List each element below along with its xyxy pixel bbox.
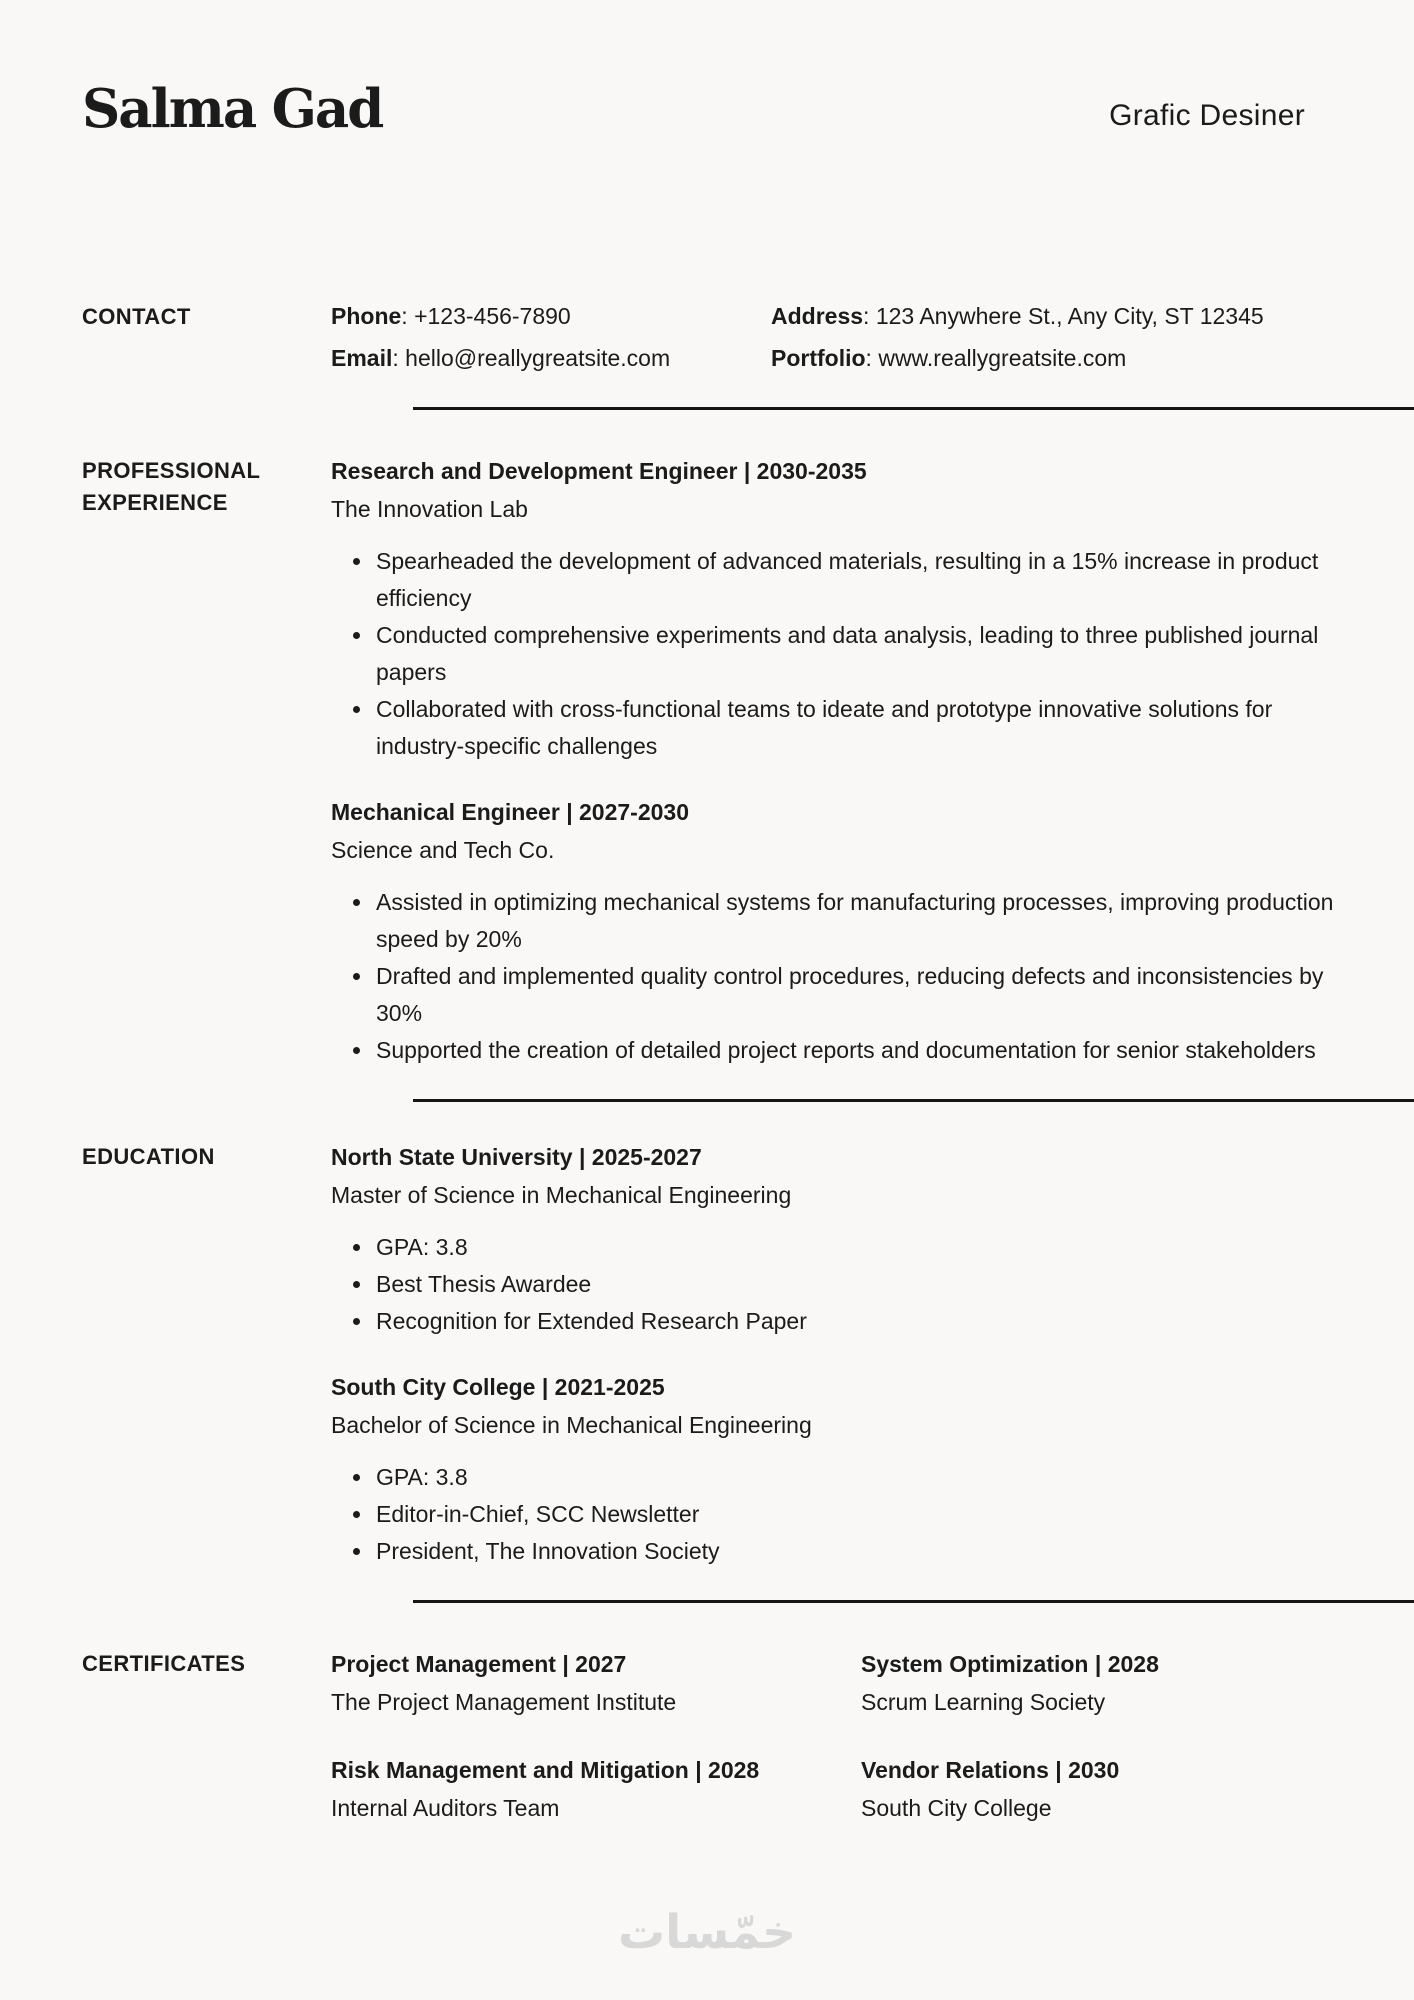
experience-entry [331, 793, 1414, 1069]
certificate-issuer: South City College [861, 1795, 1052, 1822]
certificate-item [861, 1645, 1414, 1721]
school-bullet: • Editor-in-Chief, SCC Newsletter [374, 1496, 1336, 1533]
separator: : [392, 345, 406, 372]
person-name: Salma Gad [82, 78, 383, 140]
job-bullet: • Conducted comprehensive experiments and data analysis, leading to three published journal papers [374, 617, 1336, 691]
separator: : [865, 345, 879, 372]
job-bullet: • Drafted and implemented quality control procedures, reducing defects and inconsistencies by 30% [374, 958, 1336, 1032]
job-bullet: • Assisted in optimizing mechanical systems for manufacturing processes, improving production speed by 20% [374, 884, 1336, 958]
job-title: Mechanical Engineer | 2027-2030 [331, 799, 690, 826]
school-bullet: • Recognition for Extended Research Paper [374, 1303, 1336, 1340]
contact-section-label: CONTACT [82, 304, 191, 330]
school-bullet-list [331, 1459, 1336, 1570]
certificates-grid [331, 1645, 1414, 1827]
job-bullet: • Spearheaded the development of advanced materials, resulting in a 15% increase in product efficiency [374, 543, 1336, 617]
certificate-title: Project Management | 2027 [331, 1651, 627, 1678]
education-entry [331, 1368, 1414, 1570]
khamsat-watermark: خمّسات [617, 1905, 797, 1960]
school-title: North State University | 2025-2027 [331, 1144, 702, 1171]
contact-email-label: Email [331, 345, 393, 372]
school-bullet: • GPA: 3.8 [374, 1229, 1336, 1266]
certificate-item [861, 1751, 1414, 1827]
header [82, 80, 1414, 138]
separator: : [401, 303, 415, 330]
job-company: Science and Tech Co. [331, 837, 555, 864]
contact-phone [331, 298, 771, 335]
school-bullet: • President, The Innovation Society [374, 1533, 1336, 1570]
school-degree: Bachelor of Science in Mechanical Engineering [331, 1412, 812, 1439]
contact-portfolio [771, 340, 1414, 377]
job-bullet: • Collaborated with cross-functional teams to ideate and prototype innovative solutions for industry-specific challenges [374, 691, 1336, 765]
contact-section [82, 298, 1414, 377]
certificate-item [331, 1645, 861, 1721]
contact-address-value: 123 Anywhere St., Any City, ST 12345 [875, 303, 1264, 330]
job-title: Research and Development Engineer | 2030-2035 [331, 458, 867, 485]
school-bullet-list [331, 1229, 1336, 1340]
certificate-issuer: The Project Management Institute [331, 1689, 677, 1716]
certificate-title: Risk Management and Mitigation | 2028 [331, 1757, 760, 1784]
separator: : [863, 303, 876, 330]
certificate-issuer: Scrum Learning Society [861, 1689, 1106, 1716]
education-section-label: EDUCATION [82, 1144, 215, 1170]
contact-email-value: hello@reallygreatsite.com [405, 345, 671, 372]
certificate-title: Vendor Relations | 2030 [861, 1757, 1120, 1784]
certificate-title: System Optimization | 2028 [861, 1651, 1159, 1678]
education-entry [331, 1138, 1414, 1340]
contact-grid [331, 298, 1414, 377]
contact-phone-value: +123-456-7890 [414, 303, 571, 330]
contact-address [771, 298, 1414, 335]
job-bullet: • Supported the creation of detailed project reports and documentation for senior stakeholders [374, 1032, 1336, 1069]
experience-section [82, 452, 1414, 1069]
certificates-section [82, 1645, 1414, 1827]
education-content [331, 1138, 1414, 1570]
divider [413, 1099, 1414, 1102]
school-bullet: • GPA: 3.8 [374, 1459, 1336, 1496]
job-company: The Innovation Lab [331, 496, 528, 523]
school-bullet: • Best Thesis Awardee [374, 1266, 1336, 1303]
person-job-title: Grafic Desiner [1109, 99, 1305, 133]
education-section [82, 1138, 1414, 1570]
experience-section-label: PROFESSIONAL EXPERIENCE [82, 458, 260, 516]
experience-entry [331, 452, 1414, 765]
job-bullet-list [331, 884, 1336, 1069]
experience-content [331, 452, 1414, 1069]
divider [413, 1600, 1414, 1603]
certificates-section-label: CERTIFICATES [82, 1651, 246, 1677]
contact-phone-label: Phone [331, 303, 402, 330]
contact-email [331, 340, 771, 377]
contact-portfolio-value: www.reallygreatsite.com [878, 345, 1127, 372]
contact-portfolio-label: Portfolio [771, 345, 866, 372]
divider [413, 407, 1414, 410]
school-title: South City College | 2021-2025 [331, 1374, 665, 1401]
contact-address-label: Address [771, 303, 864, 330]
school-degree: Master of Science in Mechanical Engineering [331, 1182, 792, 1209]
certificate-item [331, 1751, 861, 1827]
job-bullet-list [331, 543, 1336, 765]
certificate-issuer: Internal Auditors Team [331, 1795, 560, 1822]
